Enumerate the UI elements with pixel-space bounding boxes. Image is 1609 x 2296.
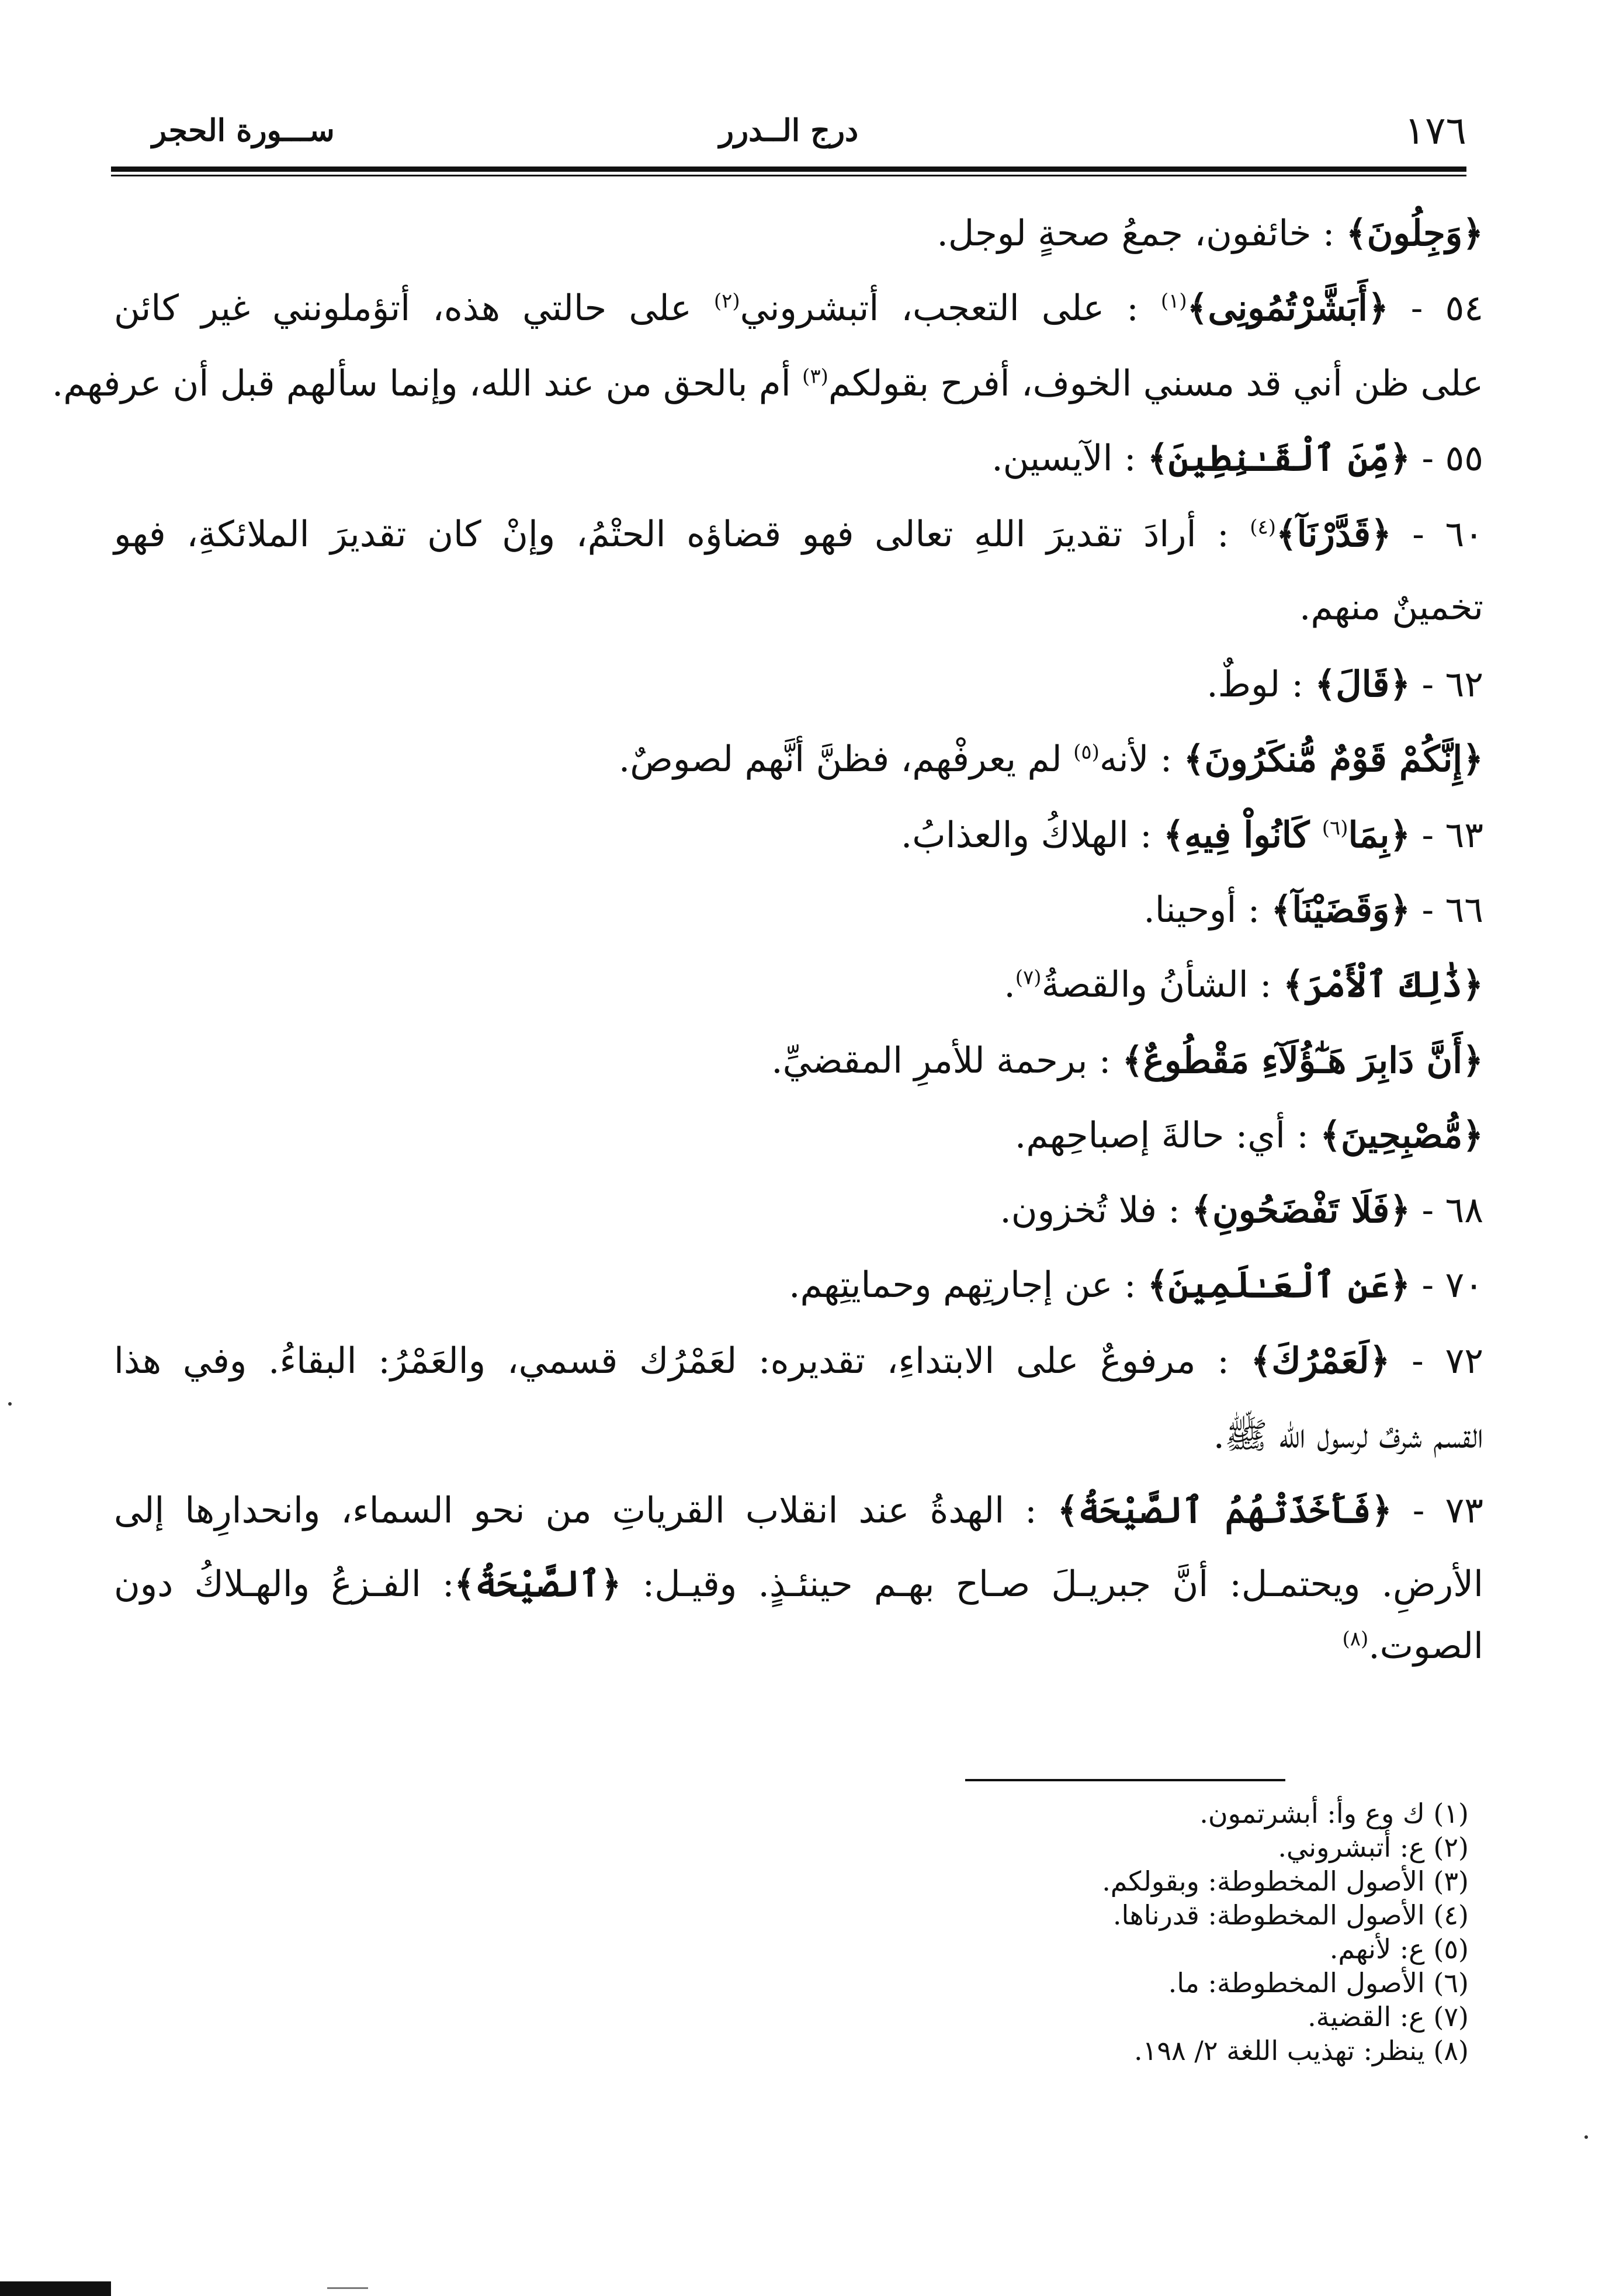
commentary: : برحمة للأمرِ المقضيِّ.	[771, 1040, 1122, 1081]
scan-edge-mark	[0, 2281, 111, 2296]
text-line	[114, 1487, 1483, 1534]
text-line	[937, 210, 1484, 257]
text-line	[1015, 1112, 1483, 1159]
footnote-ref: (٣)	[802, 365, 828, 389]
footnote-ref: (١)	[1160, 289, 1187, 313]
commentary: القسم شرفٌ لرسول الله ﷺ.	[1213, 1415, 1483, 1456]
verse-number: ٧٠ -	[1410, 1264, 1483, 1306]
text-line	[1342, 1623, 1483, 1670]
quran-word: ﴿أَبَشَّرْتُمُونِى﴾	[1187, 287, 1389, 329]
surah-title: ســـورة الحجر	[152, 113, 335, 148]
verse-number: ٦٦ -	[1410, 889, 1483, 931]
verse-number: ٥٥ -	[1410, 438, 1483, 479]
verse-number: ٦٠ -	[1391, 514, 1483, 555]
scan-speck	[1584, 2135, 1588, 2139]
footnote: (٧) ع: القضية.	[1308, 2001, 1469, 2033]
commentary: على ظن أني قد مسني الخوف، أفرح بقولكم	[828, 363, 1483, 404]
quran-word: ﴿إِنَّكُمْ قَوْمٌ مُّنكَرُونَ﴾	[1183, 738, 1483, 780]
verse-number: ٧٢ -	[1390, 1340, 1483, 1382]
text-line	[114, 511, 1483, 558]
commentary: على حالتي هذه، أتؤملونني غير كائن	[114, 287, 714, 329]
scan-speck	[8, 1402, 12, 1406]
text-line	[789, 1262, 1483, 1309]
commentary: : الآيسين.	[991, 438, 1147, 479]
footnote-ref: (٤)	[1250, 515, 1277, 539]
quran-word: ﴿مُّصْبِحِينَ﴾	[1320, 1115, 1483, 1156]
commentary: : مرفوعٌ على الابتداءِ، تقديره: لعَمْرُك قسمي، والعَمْرُ: البقاءُ. وفي هذا	[114, 1340, 1251, 1382]
commentary: الصوت.	[1368, 1625, 1483, 1667]
quran-word: ﴿وَجِلُونَ﴾	[1346, 213, 1483, 254]
verse-number: ٦٨ -	[1410, 1189, 1483, 1231]
book-title: درج الــدرر	[719, 113, 859, 148]
footnote: (٨) ينظر: تهذيب اللغة ٢/ ١٩٨.	[1134, 2035, 1469, 2066]
commentary: : أي: حالةَ إصباحِهم.	[1014, 1115, 1320, 1156]
footnote-ref: (٦)	[1322, 816, 1348, 840]
text-line	[1213, 1413, 1483, 1459]
text-line	[1143, 887, 1483, 934]
commentary: .	[1004, 964, 1015, 1005]
quran-word: ﴿فَلَا تَفْضَحُونِ﴾	[1191, 1189, 1411, 1231]
text-line	[52, 360, 1483, 407]
quran-word: ﴿عَنِ ٱلْعَـٰلَمِينَ﴾	[1147, 1264, 1411, 1306]
quran-word: ﴿فَأَخَذَتْهُمُ ٱلصَّيْحَةُ﴾	[1057, 1490, 1392, 1531]
quran-word: ﴿قَدَّرْنَآ﴾	[1276, 514, 1392, 555]
text-line	[771, 1038, 1483, 1084]
commentary: : الهلاكُ والعذابُ.	[900, 814, 1164, 856]
text-line	[1000, 1187, 1483, 1234]
text-line	[619, 736, 1483, 783]
quran-word: ﴿أَنَّ دَابِرَ هَـٰٓؤُلَآءِ مَقْطُوعٌ﴾	[1122, 1040, 1483, 1081]
footnote: (١) ك وع وأ: أبشرتمون.	[1199, 1798, 1469, 1829]
text-line	[114, 1338, 1483, 1385]
footnote-separator	[965, 1779, 1285, 1781]
verse-number: ٦٢ -	[1410, 664, 1483, 705]
text-line	[114, 1561, 1483, 1608]
commentary: : أرادَ تقديرَ اللهِ تعالى فهو قضاؤه الحتْمُ، وإنْ كان تقديرَ الملائكةِ، فهو	[114, 514, 1250, 555]
footnote: (٥) ع: لأنهم.	[1329, 1933, 1469, 1965]
text-line	[1299, 584, 1483, 631]
commentary: : فلا تُخزون.	[1000, 1189, 1192, 1231]
page-number: ١٧٦	[1404, 108, 1466, 153]
quran-word: ﴿مِّنَ ٱلْقَـٰنِطِينَ﴾	[1147, 438, 1411, 479]
verse-number: ٧٣ -	[1392, 1490, 1483, 1531]
quran-word: ﴿لَعَمْرُكَ﴾	[1250, 1340, 1390, 1382]
footnote-ref: (٢)	[713, 289, 740, 313]
commentary: تخمينٌ منهم.	[1299, 587, 1483, 628]
running-header	[111, 108, 1466, 161]
commentary: : أوحينا.	[1143, 889, 1271, 931]
quran-word: ﴿ذَٰلِكَ ٱلْأَمْرَ﴾	[1283, 964, 1483, 1005]
commentary: : لوطٌ.	[1206, 664, 1315, 705]
text-line	[114, 285, 1483, 332]
commentary: : الشأنُ والقصةُ	[1041, 964, 1284, 1005]
footnote-ref: (٥)	[1073, 740, 1100, 764]
quran-word: ﴿وَقَضَيْنَآ﴾	[1271, 889, 1411, 931]
verse-number: ٥٤ -	[1388, 287, 1483, 329]
commentary: : الهدةُ عند انقلاب القرياتِ من نحو السماء، وانحدارِها إلى	[114, 1490, 1057, 1531]
commentary: : الفـزعُ والهـلاكُ دون	[114, 1563, 455, 1605]
footnote-ref: (٨)	[1342, 1627, 1369, 1651]
footnote: (٢) ع: أتبشروني.	[1278, 1832, 1469, 1863]
quran-word: كَانُواْ فِيهِ﴾	[1163, 814, 1322, 856]
commentary: : خائفون، جمعُ صحةٍ لوجل.	[937, 213, 1346, 254]
commentary: الأرضِ. ويحتمـل: أنَّ جبريـلَ صـاح بهـم حينئـذٍ. وقيـل:	[621, 1563, 1483, 1605]
quran-word: ﴿بِمَا	[1348, 814, 1411, 856]
quran-word: ﴿ٱلصَّيْحَةُ﴾	[454, 1563, 622, 1605]
header-rule	[111, 167, 1466, 172]
commentary: أم بالحق من عند الله، وإنما سألهم قبل أن عرفهم.	[51, 363, 803, 404]
header-rule-thin	[111, 175, 1466, 176]
footnote: (٤) الأصول المخطوطة: قدرناها.	[1112, 1899, 1469, 1931]
text-line	[991, 435, 1483, 482]
quran-word: ﴿قَالَ﴾	[1315, 664, 1411, 705]
scan-edge-mark	[327, 2287, 368, 2289]
commentary: لم يعرفْهم، فظنَّ أنَّهم لصوصٌ.	[618, 738, 1074, 780]
verse-number: ٦٣ -	[1410, 814, 1483, 856]
commentary: : لأنه	[1099, 738, 1184, 780]
text-line	[1004, 962, 1483, 1008]
text-line	[901, 812, 1483, 859]
commentary: : على التعجب، أتبشروني	[740, 287, 1161, 329]
footnote: (٦) الأصول المخطوطة: ما.	[1168, 1967, 1469, 1999]
footnote-ref: (٧)	[1015, 966, 1042, 990]
footnote: (٣) الأصول المخطوطة: وبقولكم.	[1102, 1865, 1469, 1897]
text-line	[1206, 661, 1483, 708]
commentary: : عن إجارتِهم وحمايتِهم.	[789, 1264, 1147, 1306]
